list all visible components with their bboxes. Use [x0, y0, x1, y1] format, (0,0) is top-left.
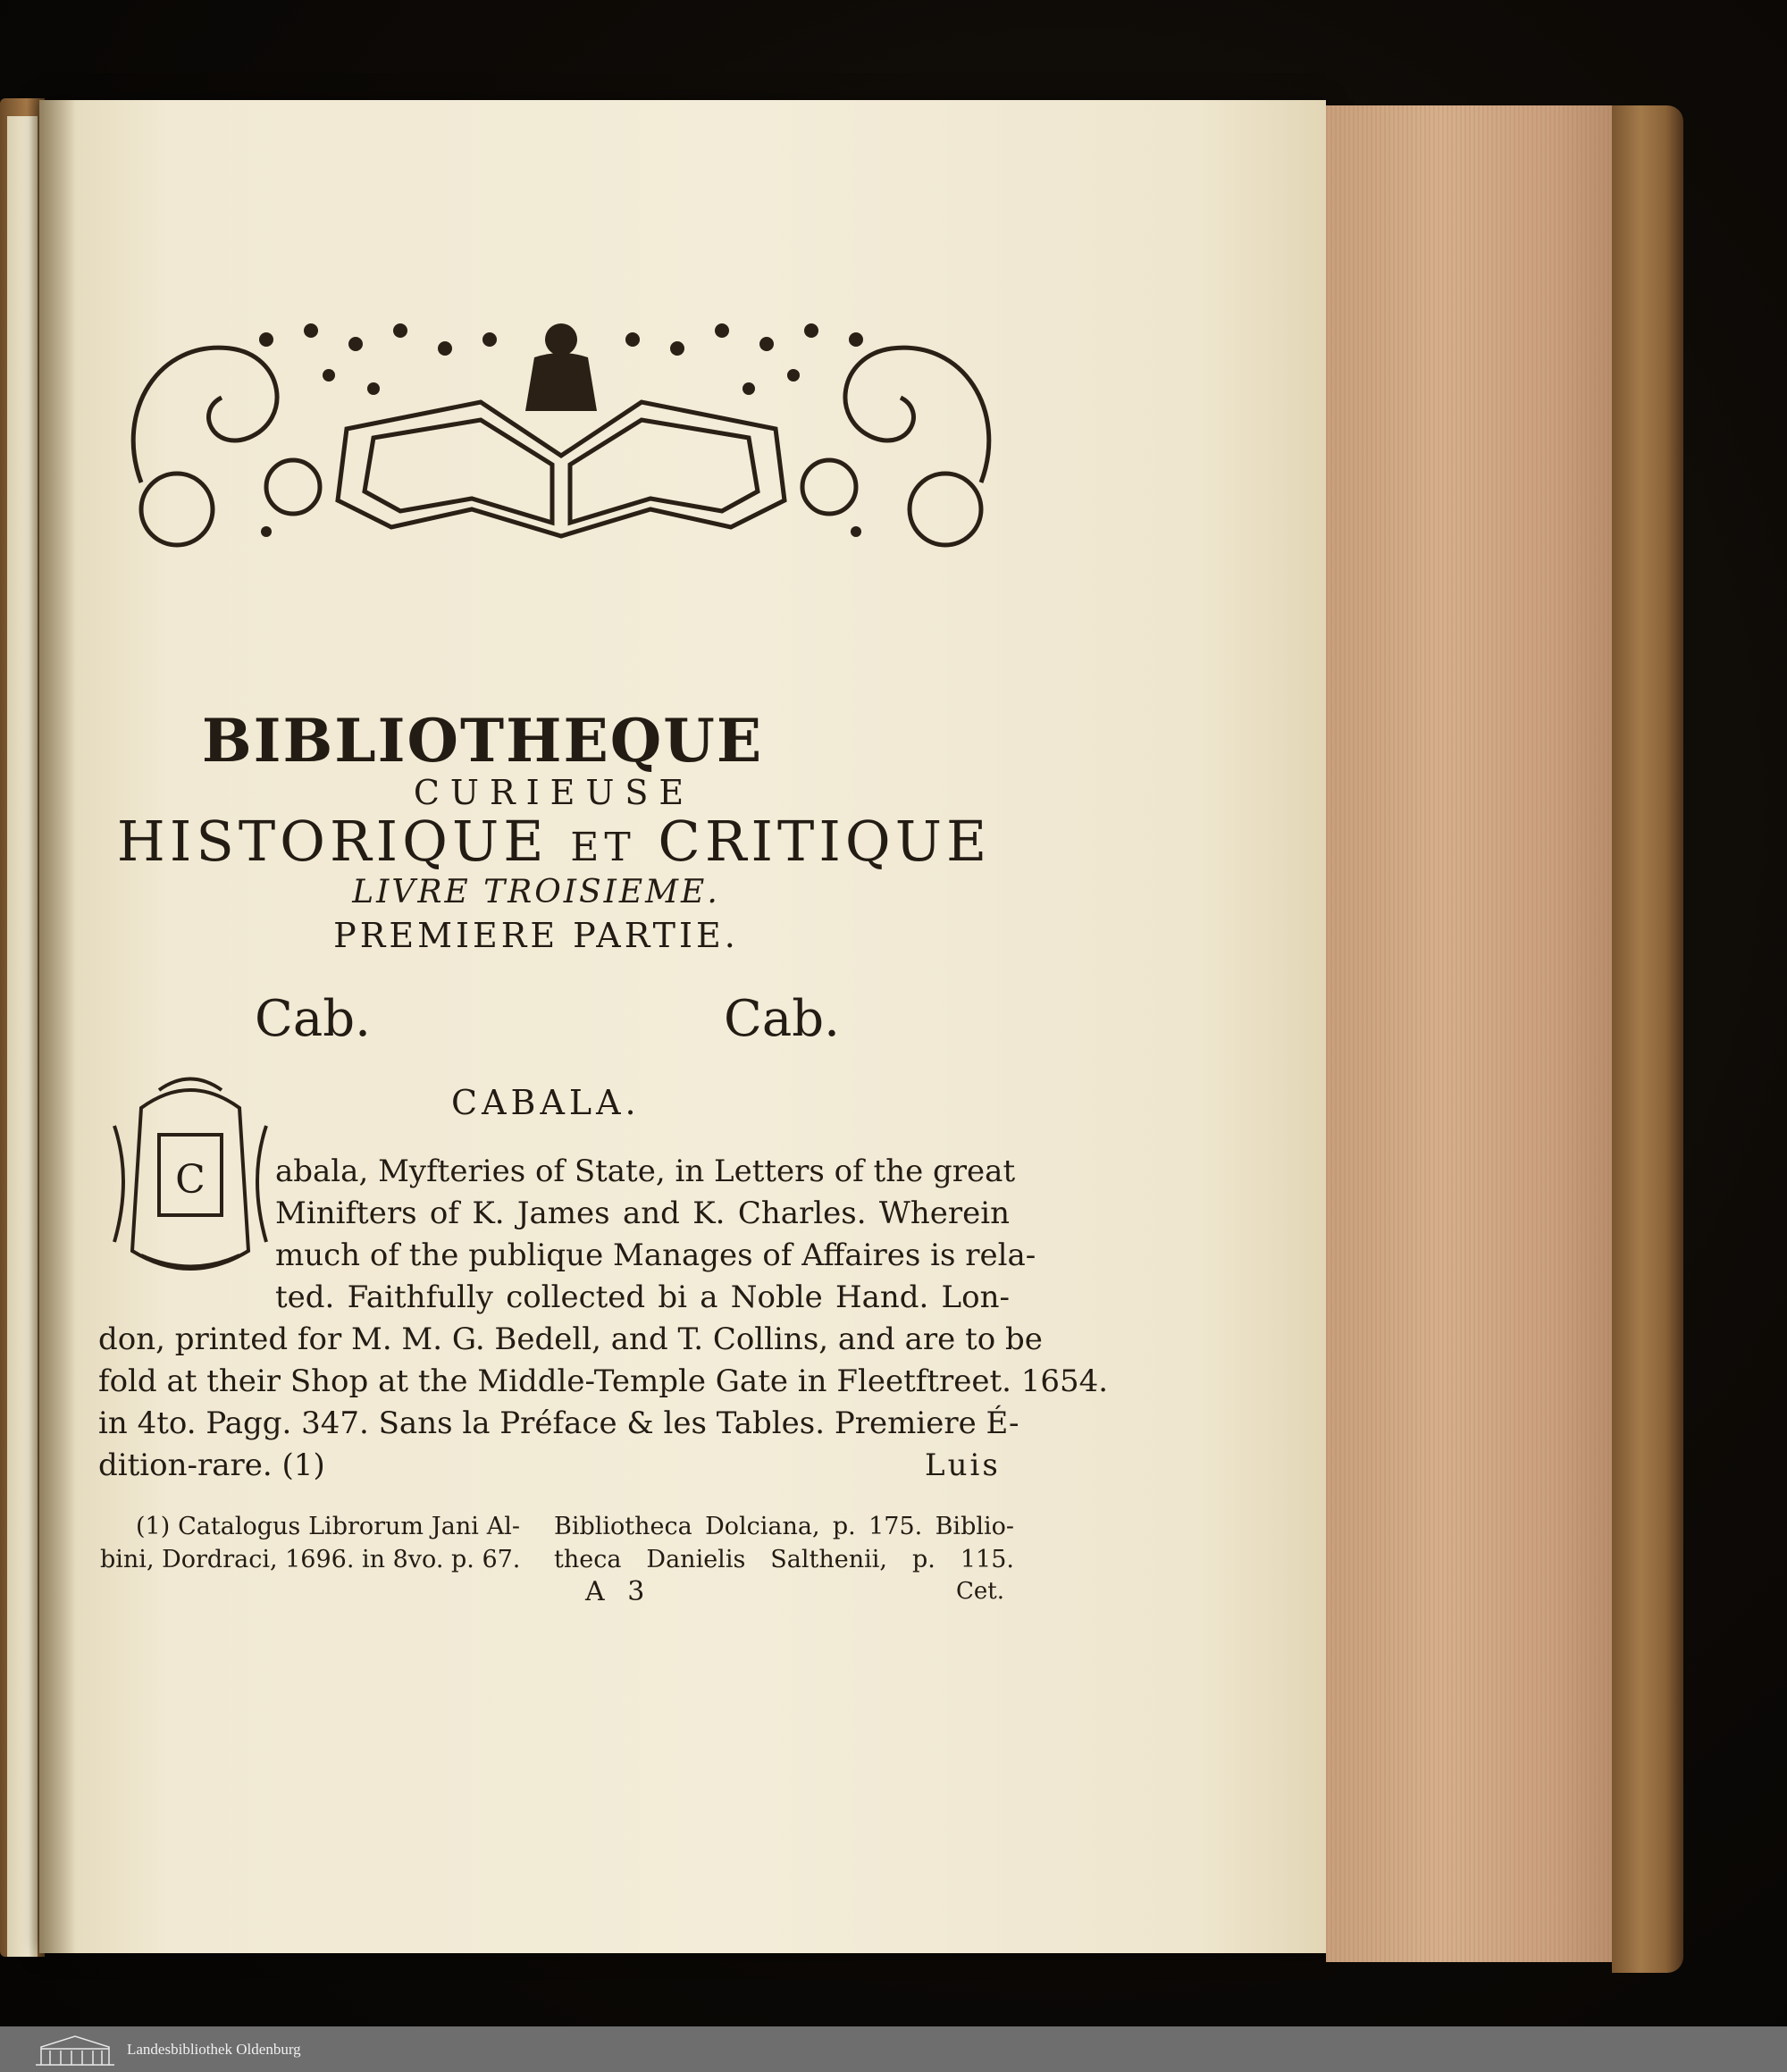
- entry-line: Minifters of K. James and K. Charles. Wherein: [275, 1195, 1010, 1231]
- drop-cap-letter: C: [175, 1157, 206, 1203]
- title-historique-et-critique: [98, 809, 1010, 874]
- title-critique: CRITIQUE: [658, 809, 992, 874]
- footnote-right: [554, 1510, 1014, 1576]
- entry-heading: CABALA.: [451, 1083, 641, 1122]
- title-bibliotheque: BIBLIOTHEQUE: [201, 706, 764, 776]
- entry-line: don, printed for M. M. G. Bedell, and T. Collins, and are to be: [98, 1321, 1043, 1357]
- entry-line: much of the publique Manages of Affaires is rela-: [275, 1237, 1036, 1273]
- entry-line: abala, Myfteries of State, in Letters of the great: [275, 1153, 1016, 1189]
- entry-line: fold at their Shop at the Middle-Temple Gate in Fleetftreet. 1654.: [98, 1363, 1109, 1399]
- catchword-bottom: Cet.: [956, 1578, 1004, 1605]
- entry-body: [98, 1151, 1109, 1487]
- footnote-left: [100, 1510, 520, 1576]
- footnote-line: (1) Catalogus Librorum Jani Al-: [136, 1513, 520, 1540]
- running-head-left: Cab.: [255, 990, 371, 1048]
- title-partie: PREMIERE PARTIE.: [333, 916, 739, 955]
- title-et: ET: [570, 825, 636, 870]
- page-gutter-shadow: [39, 100, 75, 1953]
- left-page-sliver: [7, 116, 38, 1957]
- footer-label[interactable]: Landesbibliothek Oldenburg: [127, 2040, 301, 2058]
- title-historique: HISTORIQUE: [116, 809, 549, 874]
- footnote-line: theca Danielis Salthenii, p. 115.: [554, 1546, 1014, 1573]
- entry-line: in 4to. Pagg. 347. Sans la Préface & les Tables. Premiere É-: [98, 1405, 1019, 1441]
- footnote-line: Bibliotheca Dolciana, p. 175. Biblio-: [554, 1513, 1014, 1540]
- page-block-edge: [1326, 105, 1612, 1962]
- catchword-top: Luis: [925, 1447, 1001, 1483]
- library-building-icon[interactable]: [34, 2033, 116, 2067]
- signature-mark: A 3: [585, 1576, 652, 1607]
- title-livre: LIVRE TROISIEME.: [352, 874, 720, 910]
- footer-bar: [0, 2026, 1787, 2072]
- footnote-line: bini, Dordraci, 1696. in 8vo. p. 67.: [100, 1546, 521, 1573]
- running-head-right: Cab.: [724, 990, 840, 1048]
- entry-line: dition-rare. (1): [98, 1447, 325, 1483]
- title-curieuse: CURIEUSE: [413, 773, 695, 812]
- right-cover-edge: [1612, 105, 1683, 1973]
- headpiece-ornament-icon: [105, 304, 1017, 558]
- entry-line: ted. Faithfully collected bi a Noble Hand. Lon-: [275, 1279, 1010, 1315]
